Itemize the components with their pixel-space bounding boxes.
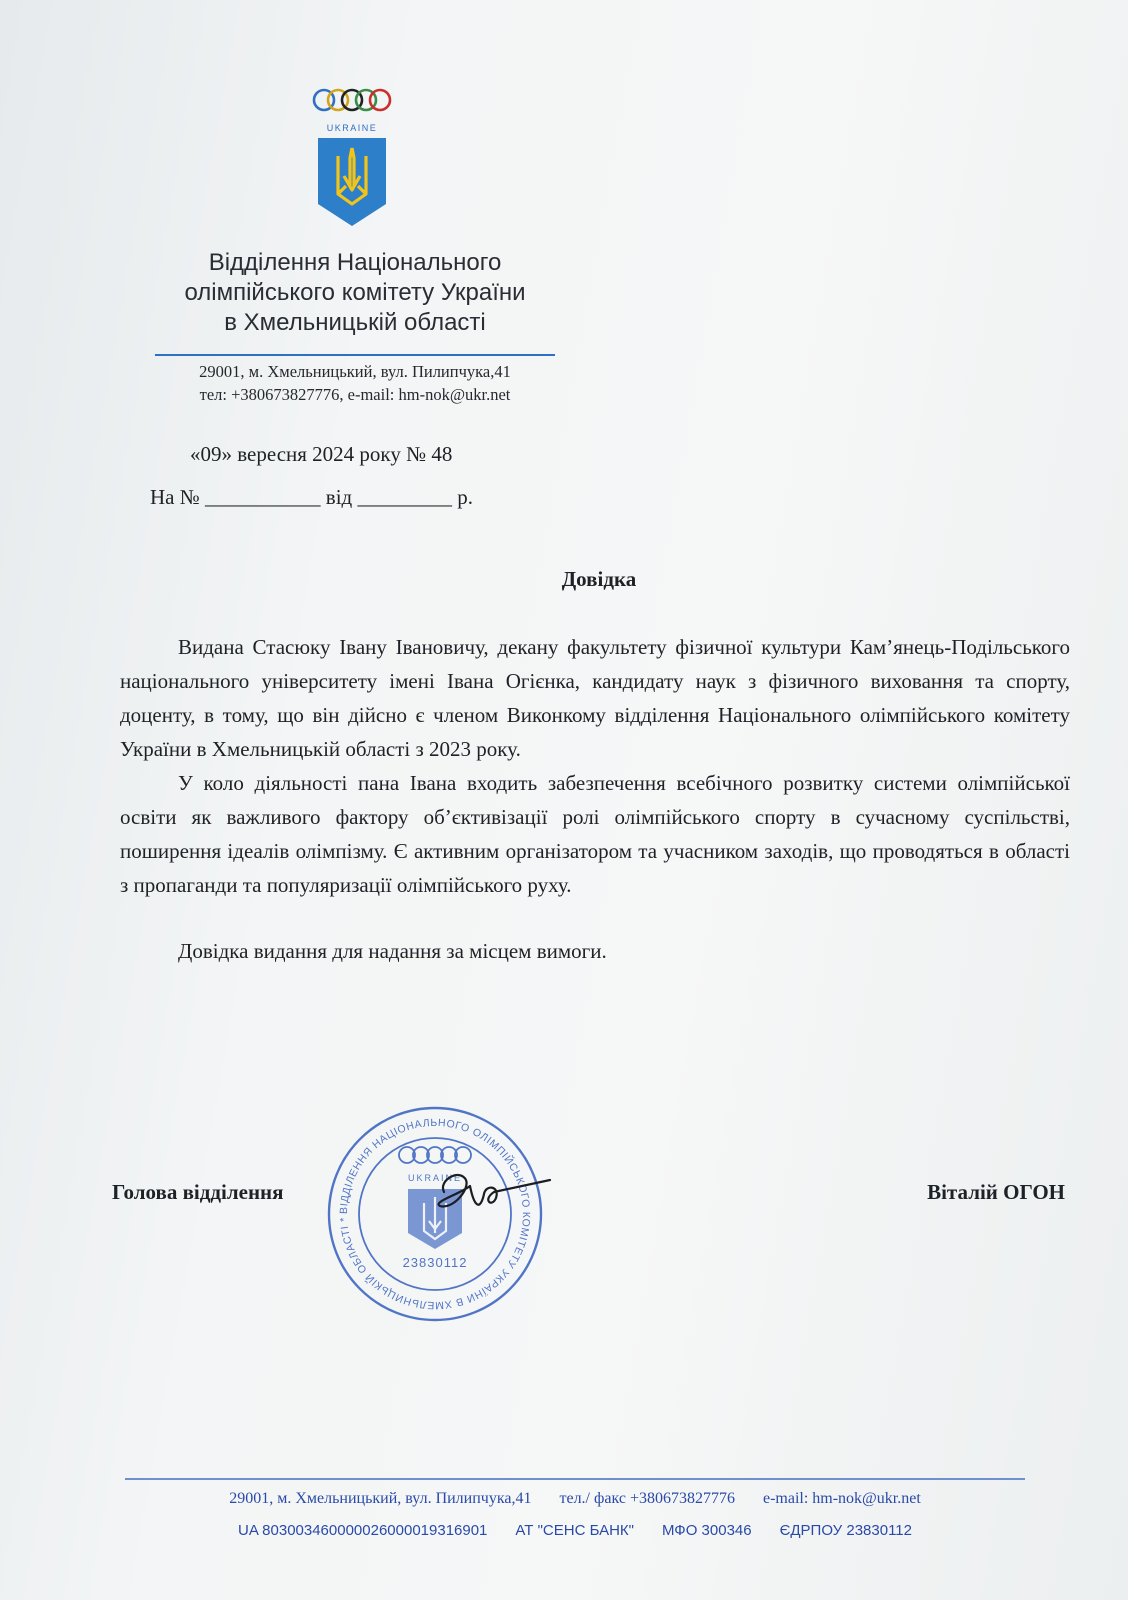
org-name-line1: Відділення Національного — [208, 249, 502, 276]
handwritten-signature — [430, 1150, 580, 1230]
footer-edrpou: ЄДРПОУ 23830112 — [779, 1522, 912, 1539]
reference-line: На № ___________ від _________ р. — [150, 485, 473, 509]
footer-address: 29001, м. Хмельницький, вул. Пилипчука,41 — [229, 1490, 532, 1507]
footer-mfo: МФО 300346 — [661, 1522, 752, 1539]
stamp-ukraine-label: UKRAINE — [407, 1173, 463, 1183]
footer-line-1 — [125, 1490, 1025, 1508]
header-address-block — [150, 360, 560, 406]
header-address: 29001, м. Хмельницький, вул. Пилипчука,41 — [199, 362, 511, 381]
body-paragraph-2: У коло діяльності пана Івана входить забезпечення всебічного розвитку системи олімпійської освіти як важливого фактору об’єктивізації ролі олімпійського спорту в сучасному суспільстві, поширення ідеалів олімпізму. Є активним організатором та учасником заходів, що проводяться в області з пропаганди та популяризації олімпійського руху. — [120, 771, 1070, 897]
closing-paragraph: Довідка видання для надання за місцем вимоги. — [178, 939, 607, 963]
footer-line-2 — [125, 1522, 1025, 1539]
body-paragraph-1: Видана Стасюку Івану Івановичу, декану факультету фізичної культури Кам’янець-Подільського національного університету імені Івана Огієнка, кандидату наук з фізичного виховання та спорту, доценту, в тому, що він дійсно є членом Виконкому відділення Національного олімпійського комітету України в Хмельницькій області з 2023 року. — [120, 635, 1070, 761]
footer-email: e-mail: hm-nok@ukr.net — [762, 1490, 921, 1507]
footer-iban: UA 803003460000026000019316901 — [237, 1522, 488, 1539]
organization-name — [150, 248, 560, 340]
header-contacts: тел: +380673827776, e-mail: hm-nok@ukr.net — [199, 385, 511, 404]
olympic-ring-red — [370, 90, 390, 110]
document-title: Довідка — [561, 567, 637, 591]
org-name-line3: в Хмельницькій області — [224, 309, 486, 336]
stamp-code: 23830112 — [402, 1255, 468, 1270]
document-body — [120, 630, 1070, 968]
footer-bank: АТ "СЕНС БАНК" — [515, 1522, 634, 1539]
noc-ukraine-logo — [310, 86, 394, 234]
signatory-name: Віталій ОГОН — [927, 1180, 1065, 1204]
stamp-ring-textpath: ВІДДІЛЕННЯ НАЦІОНАЛЬНОГО ОЛІМПІЙСЬКОГО КОМІТЕТУ УКРАЇНИ В ХМЕЛЬНИЦЬКІЙ ОБЛАСТІ * — [337, 1116, 533, 1312]
signatory-position: Голова відділення — [112, 1180, 284, 1204]
footer-divider — [125, 1478, 1025, 1480]
logo-ukraine-label: UKRAINE — [326, 123, 378, 133]
org-name-line2: олімпійського комітету України — [184, 279, 526, 306]
header-divider — [155, 354, 555, 356]
footer-phone: тел./ факс +380673827776 — [559, 1490, 735, 1507]
date-number-line: «09» вересня 2024 року № 48 — [190, 442, 453, 466]
